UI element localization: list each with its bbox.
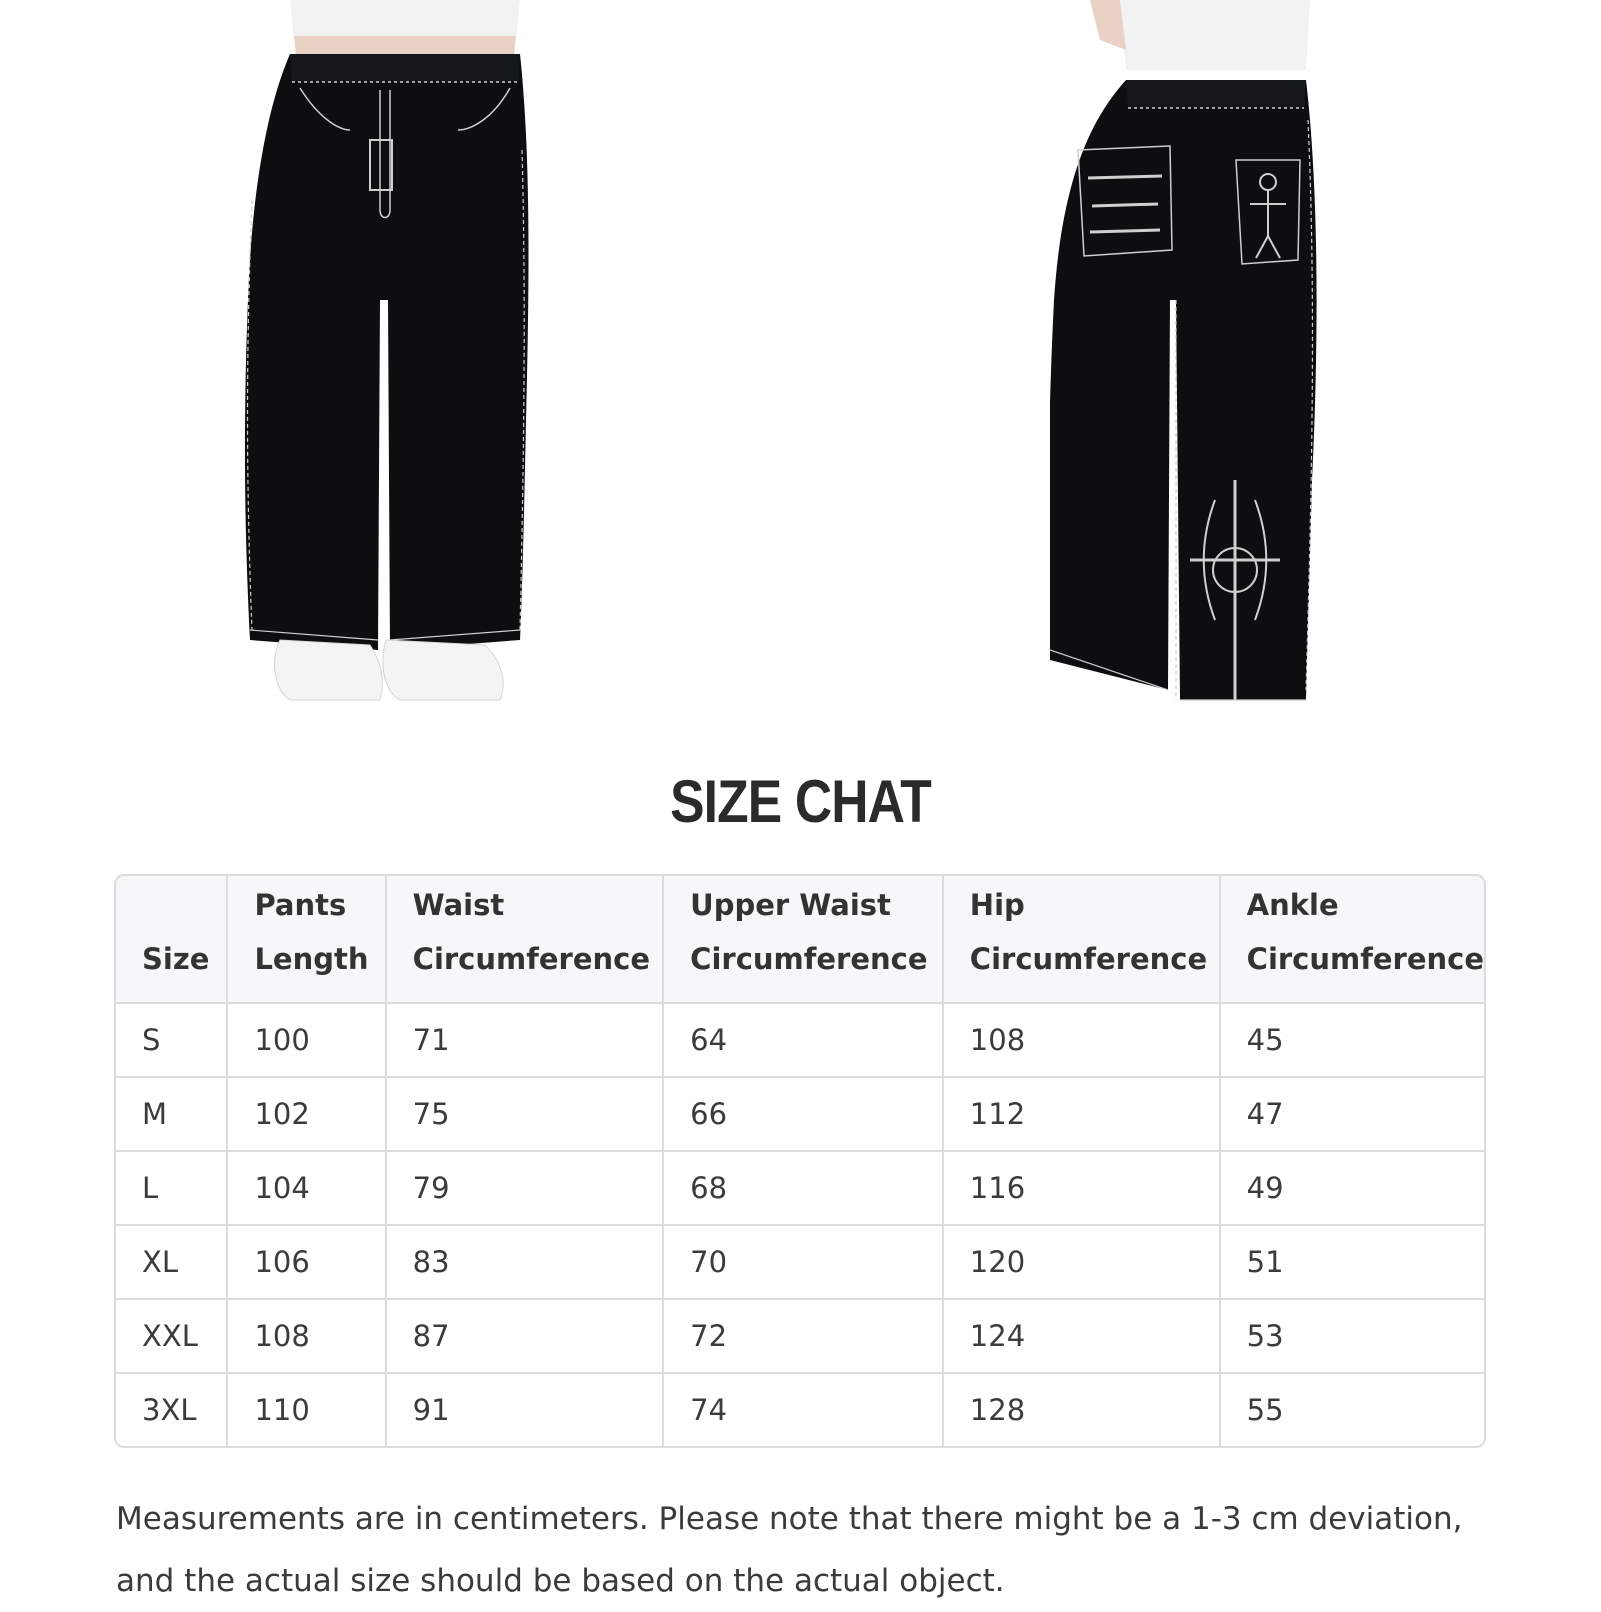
table-row	[116, 1151, 1484, 1225]
note-line-1: Measurements are in centimeters. Please note that there might be a 1-3 cm deviation,	[116, 1501, 1463, 1537]
cell-hip: 120	[943, 1225, 1220, 1299]
header-hip: Hip Circumference	[943, 876, 1220, 1003]
cell-pants-length: 106	[227, 1225, 385, 1299]
cell-upper-waist: 72	[663, 1299, 943, 1373]
table-row	[116, 1225, 1484, 1299]
cell-size: XXL	[116, 1299, 227, 1373]
header-upper-waist: Upper Waist Circumference	[663, 876, 943, 1003]
cell-hip: 112	[943, 1077, 1220, 1151]
cell-pants-length: 102	[227, 1077, 385, 1151]
cell-pants-length: 110	[227, 1373, 385, 1446]
header-waist: Waist Circumference	[386, 876, 664, 1003]
cell-waist: 91	[386, 1373, 664, 1446]
size-table	[114, 874, 1486, 1448]
cell-hip: 128	[943, 1373, 1220, 1446]
header-size: Size	[116, 876, 227, 1003]
cell-pants-length: 100	[227, 1003, 385, 1077]
cell-waist: 79	[386, 1151, 664, 1225]
cell-ankle: 55	[1220, 1373, 1484, 1446]
cell-upper-waist: 64	[663, 1003, 943, 1077]
cell-size: L	[116, 1151, 227, 1225]
header-pants-length: Pants Length	[227, 876, 385, 1003]
cell-size: XL	[116, 1225, 227, 1299]
cell-waist: 75	[386, 1077, 664, 1151]
cell-ankle: 47	[1220, 1077, 1484, 1151]
cell-waist: 83	[386, 1225, 664, 1299]
cell-hip: 124	[943, 1299, 1220, 1373]
cell-waist: 71	[386, 1003, 664, 1077]
measurement-note	[116, 1488, 1556, 1612]
table-row	[116, 1373, 1484, 1446]
table-row	[116, 1003, 1484, 1077]
pants-front-photo	[230, 0, 560, 740]
cell-ankle: 51	[1220, 1225, 1484, 1299]
table-row	[116, 1077, 1484, 1151]
cell-upper-waist: 70	[663, 1225, 943, 1299]
cell-upper-waist: 68	[663, 1151, 943, 1225]
cell-waist: 87	[386, 1299, 664, 1373]
table-header-row	[116, 876, 1484, 1003]
cell-pants-length: 104	[227, 1151, 385, 1225]
cell-pants-length: 108	[227, 1299, 385, 1373]
cell-size: S	[116, 1003, 227, 1077]
cell-ankle: 49	[1220, 1151, 1484, 1225]
cell-size: 3XL	[116, 1373, 227, 1446]
note-line-2: and the actual size should be based on the actual object.	[116, 1563, 1005, 1599]
table-row	[116, 1299, 1484, 1373]
cell-hip: 108	[943, 1003, 1220, 1077]
header-ankle: Ankle Circumference	[1220, 876, 1484, 1003]
cell-upper-waist: 66	[663, 1077, 943, 1151]
size-chart-title: SIZE CHAT	[670, 768, 931, 835]
cell-hip: 116	[943, 1151, 1220, 1225]
cell-size: M	[116, 1077, 227, 1151]
pants-back-photo	[1050, 0, 1370, 740]
cell-upper-waist: 74	[663, 1373, 943, 1446]
cell-ankle: 53	[1220, 1299, 1484, 1373]
cell-ankle: 45	[1220, 1003, 1484, 1077]
